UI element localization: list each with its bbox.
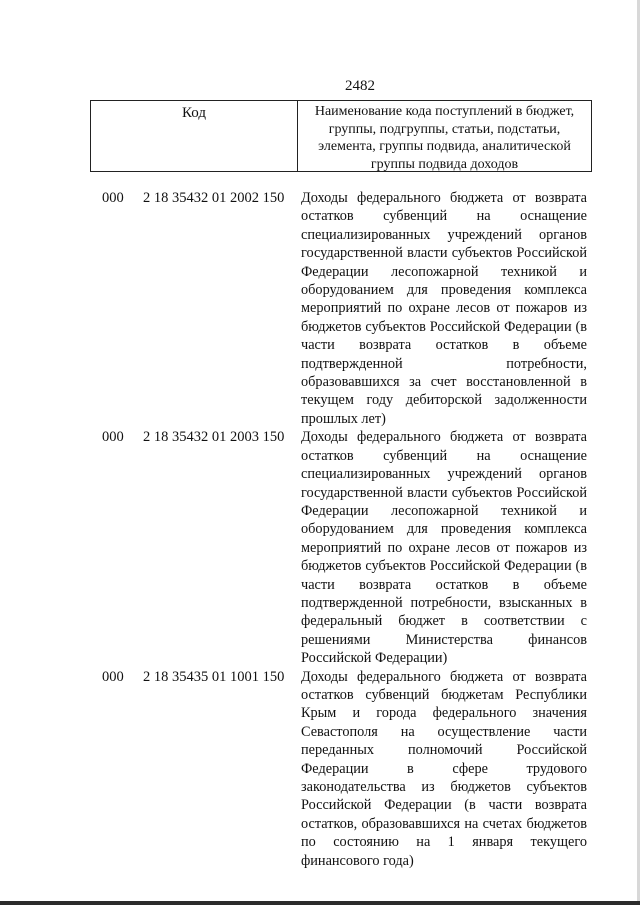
revenue-code: 2 18 35432 01 2003 150 <box>143 429 285 446</box>
header-name-label: Наименование кода поступлений в бюджет, группы, подгруппы, статьи, подстатьи, элемента, группы подвида, аналитической группы подвида доходов <box>314 104 575 172</box>
revenue-code: 2 18 35432 01 2002 150 <box>143 190 285 206</box>
revenue-description: Доходы федерального бюджета от возврата остатков субвенций на оснащение специализированных учреждений органов государственной власти субъектов Российской Федерации лесопожарной техникой и оборудованием для проведения комплекса мероприятий по охране лесов от пожаров из бюджетов субъектов Российской Федерации (в части возврата остатков в объеме подтвержденной потребности, образовавшихся за счет восстановленной в текущем году дебиторской задолженности прошлых лет) <box>301 190 587 427</box>
admin-code: 000 <box>102 668 124 685</box>
table-row <box>0 668 640 870</box>
table-body <box>0 189 640 870</box>
scan-edge-bottom <box>0 901 640 905</box>
revenue-description: Доходы федерального бюджета от возврата остатков субвенций на оснащение специализированных учреждений органов государственной власти субъектов Российской Федерации лесопожарной техникой и оборудованием для проведения комплекса мероприятий по охране лесов от пожаров из бюджетов субъектов Российской Федерации (в части возврата остатков в объеме подтвержденной потребности, взысканных в федеральный бюджет в соответствии с решениями Министерства финансов Российской Федерации) <box>301 429 587 667</box>
admin-code: 000 <box>102 190 124 206</box>
table-row <box>0 428 640 667</box>
revenue-code: 2 18 35435 01 1001 150 <box>143 668 285 685</box>
page-number: 2482 <box>345 78 375 94</box>
revenue-description: Доходы федерального бюджета от возврата остатков субвенций бюджетам Республики Крым и города федерального значения Севастополя на осуществление части переданных полномочий Российской Федерации в сфере трудового законодательства из бюджетов субъектов Российской Федерации (в части возврата остатков, образовавшихся на счетах бюджетов по состоянию на 1 января текущего финансового года) <box>301 668 587 869</box>
header-code-label: Код <box>91 101 298 171</box>
table-row <box>0 189 640 428</box>
table-header <box>90 100 592 172</box>
admin-code: 000 <box>102 429 124 446</box>
